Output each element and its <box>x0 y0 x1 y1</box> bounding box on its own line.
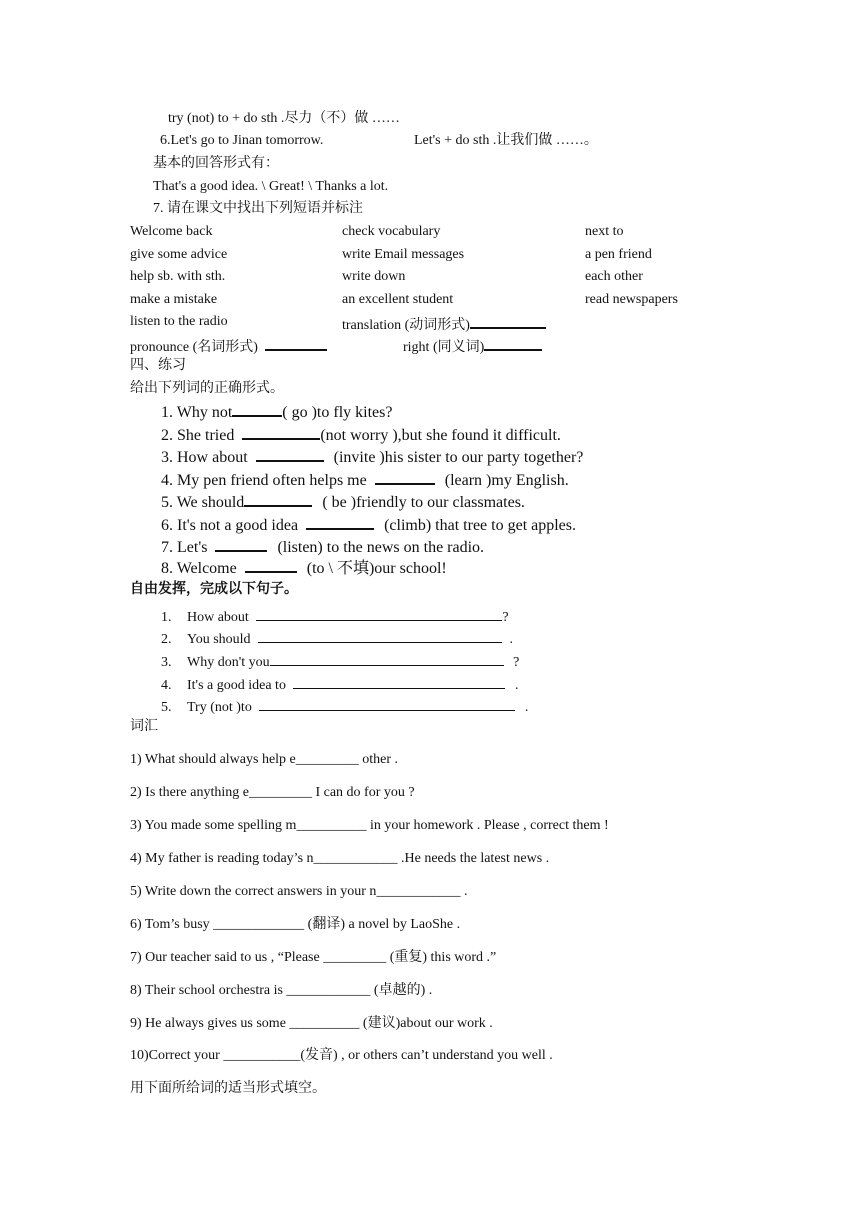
exercise-7: 7. Let's (listen) to the news on the radio. <box>161 536 484 558</box>
vocab-item-8: 8) Their school orchestra is ____________ (卓越的) . <box>130 983 433 998</box>
phrase-pronounce-blank: pronounce (名词形式) <box>130 335 327 357</box>
free-item-3: 3. Why don't you ? <box>161 651 519 672</box>
exercise-8: 8. Welcome (to \ 不填)our school! <box>161 557 447 579</box>
section-4-title: 四、练习 <box>130 358 186 373</box>
phrase-item: write down <box>342 269 406 284</box>
section-4-instruction: 给出下列词的正确形式。 <box>130 381 284 396</box>
answer-forms-heading: 基本的回答形式有： <box>153 156 279 171</box>
phrase-item: read newspapers <box>585 292 678 307</box>
example-sentence-6: 6.Let's go to Jinan tomorrow. <box>160 133 324 148</box>
vocab-item-3: 3) You made some spelling m__________ in your homework . Please , correct them ! <box>130 818 609 833</box>
phrase-right-blank: right (同义词) <box>403 335 542 357</box>
vocab-item-10: 10)Correct your ___________(发音) , or others can’t understand you well . <box>130 1048 553 1063</box>
free-item-5: 5. Try (not )to . <box>161 696 528 717</box>
phrase-item: each other <box>585 269 643 284</box>
rule-lets-do: Let's + do sth .让我们做 ……。 <box>414 133 598 148</box>
exercise-2: 2. She tried (not worry ),but she found it difficult. <box>161 424 561 446</box>
phrase-item: give some advice <box>130 247 228 262</box>
phrase-item: write Email messages <box>342 247 465 262</box>
vocab-item-1: 1) What should always help e_________ other . <box>130 752 399 767</box>
final-instruction: 用下面所给词的适当形式填空。 <box>130 1081 326 1096</box>
phrase-item: Welcome back <box>130 224 213 239</box>
vocab-item-2: 2) Is there anything e_________ I can do for you ? <box>130 785 415 800</box>
phrase-item: next to <box>585 224 624 239</box>
phrase-translation-blank: translation (动词形式) <box>342 313 546 335</box>
vocab-item-4: 4) My father is reading today’s n____________ .He needs the latest news . <box>130 851 550 866</box>
phrase-task-heading: 7. 请在课文中找出下列短语并标注 <box>153 201 363 216</box>
phrase-item: check vocabulary <box>342 224 441 239</box>
free-item-2: 2. You should . <box>161 628 513 649</box>
exercise-4: 4. My pen friend often helps me (learn )my English. <box>161 469 569 491</box>
exercise-6: 6. It's not a good idea (climb) that tree to get apples. <box>161 514 576 536</box>
phrase-item: help sb. with sth. <box>130 269 226 284</box>
phrase-item: listen to the radio <box>130 314 228 329</box>
free-completion-title: 自由发挥，完成以下句子。 <box>130 582 298 597</box>
vocab-item-5: 5) Write down the correct answers in your n____________ . <box>130 884 468 899</box>
phrase-item: an excellent student <box>342 292 454 307</box>
free-item-4: 4. It's a good idea to . <box>161 674 518 695</box>
exercise-3: 3. How about (invite )his sister to our party together? <box>161 446 583 468</box>
phrase-item: a pen friend <box>585 247 652 262</box>
phrase-item: make a mistake <box>130 292 218 307</box>
exercise-5: 5. We should ( be )friendly to our classmates. <box>161 491 525 513</box>
vocab-title: 词汇 <box>130 719 158 734</box>
vocab-item-7: 7) Our teacher said to us , “Please _________ (重复) this word .” <box>130 950 497 965</box>
answer-forms: That's a good idea. \ Great! \ Thanks a lot. <box>153 179 389 194</box>
vocab-item-6: 6) Tom’s busy _____________ (翻译) a novel by LaoShe . <box>130 917 461 932</box>
free-item-1: 1. How about ? <box>161 606 509 627</box>
rule-try-not-to: try (not) to + do sth .尽力（不）做 …… <box>168 111 400 126</box>
vocab-item-9: 9) He always gives us some __________ (建议)about our work . <box>130 1016 493 1031</box>
exercise-1: 1. Why not ( go )to fly kites? <box>161 401 392 423</box>
